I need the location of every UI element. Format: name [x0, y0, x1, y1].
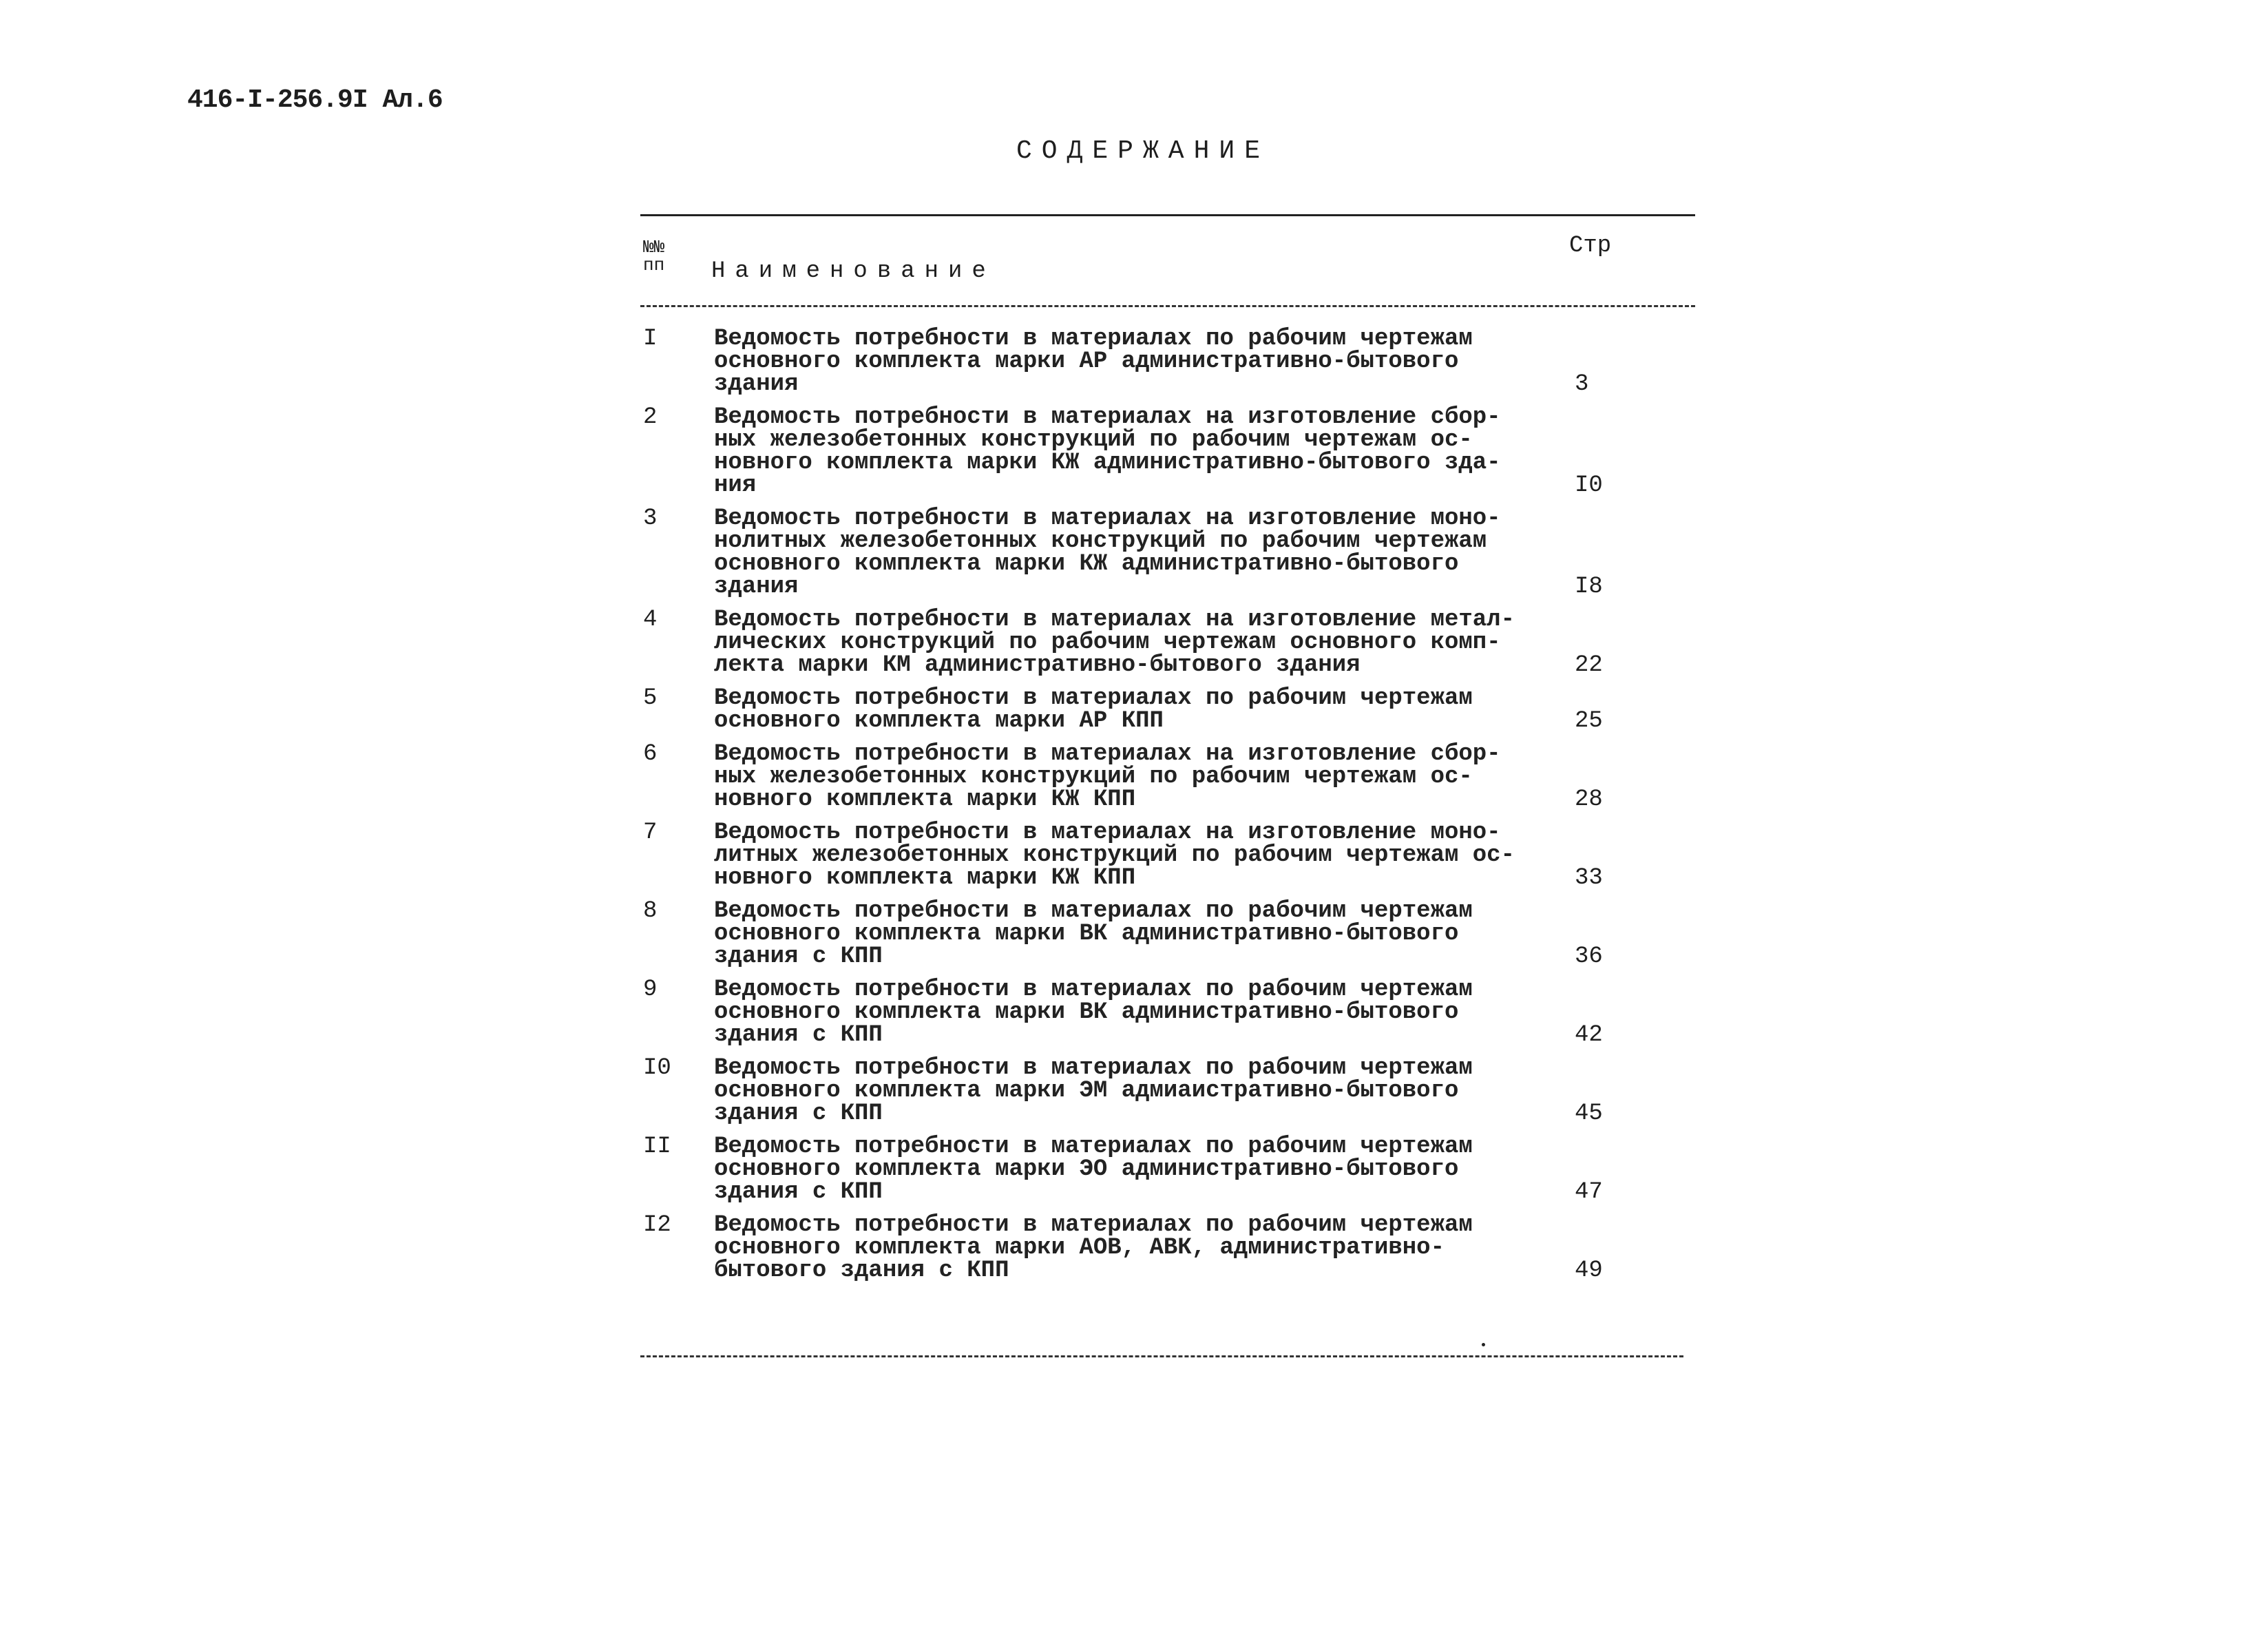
row-page-cell [1575, 328, 1657, 396]
header-number: №№ пп [643, 237, 665, 275]
row-name [714, 328, 1575, 396]
row-page: 33 [1575, 865, 1603, 891]
row-page: 42 [1575, 1022, 1603, 1048]
row-name-line: здания с КПП [714, 1101, 883, 1127]
row-name-line: здания [714, 574, 799, 600]
row-page: I8 [1575, 574, 1603, 600]
header-page: Стр [1569, 233, 1612, 259]
row-name-line: ных железобетонных конструкций по рабочим чертежам ос- [714, 427, 1473, 453]
row-page: 25 [1575, 708, 1603, 734]
row-page: 3 [1575, 371, 1589, 397]
table-row [640, 328, 1701, 396]
row-name [714, 822, 1575, 890]
page-title: СОДЕРЖАНИЕ [1016, 136, 1270, 166]
table-row [640, 505, 1701, 600]
row-page-cell [1575, 1214, 1657, 1282]
row-number: 6 [643, 741, 658, 767]
row-name-line: Ведомость потребности в материалах на изготовление моно- [714, 820, 1501, 846]
row-number: 8 [643, 898, 658, 924]
table-row [640, 406, 1701, 497]
row-name-line: Ведомость потребности в материалах на изготовление метал- [714, 607, 1515, 633]
row-name-line: основного комплекта марки АР административно-бытового [714, 348, 1459, 375]
row-name-line: Ведомость потребности в материалах по рабочим чертежам [714, 1055, 1473, 1081]
row-name [714, 1057, 1575, 1125]
row-name-line: Ведомость потребности в материалах по рабочим чертежам [714, 977, 1473, 1003]
row-name [714, 979, 1575, 1047]
table-top-rule [640, 214, 1695, 216]
row-number: 5 [643, 685, 658, 711]
row-number: 9 [643, 977, 658, 1003]
row-name-line: основного комплекта марки КЖ административно-бытового [714, 551, 1459, 577]
table-row [640, 609, 1701, 677]
row-page-cell [1575, 822, 1657, 890]
table-row [640, 1057, 1701, 1125]
row-name-line: бытового здания с КПП [714, 1258, 1009, 1284]
row-name-line: основного комплекта марки ЭО административно-бытового [714, 1156, 1459, 1182]
row-page-cell [1575, 900, 1657, 968]
row-name [714, 406, 1575, 497]
table-row [640, 687, 1701, 733]
row-page: 36 [1575, 944, 1603, 970]
row-name-line: основного комплекта марки АОВ, АВК, административно- [714, 1235, 1445, 1261]
row-name-line: Ведомость потребности в материалах на изготовление сбор- [714, 404, 1501, 430]
row-name-line: новного комплекта марки КЖ КПП [714, 865, 1136, 891]
row-page-cell [1575, 1057, 1657, 1125]
row-name-line: здания с КПП [714, 944, 883, 970]
row-name-line: здания с КПП [714, 1179, 883, 1205]
row-page-cell [1575, 743, 1657, 811]
header-bottom-rule [640, 305, 1695, 307]
row-page-cell [1575, 406, 1657, 497]
row-name [714, 1214, 1575, 1282]
table-row [640, 900, 1701, 968]
row-name-line: ных железобетонных конструкций по рабочим чертежам ос- [714, 764, 1473, 790]
row-number: I0 [643, 1055, 671, 1081]
table-row [640, 822, 1701, 890]
row-page: I0 [1575, 472, 1603, 499]
row-name-line: Ведомость потребности в материалах по рабочим чертежам [714, 898, 1473, 924]
row-page: 45 [1575, 1101, 1603, 1127]
row-name-line: новного комплекта марки КЖ административно-бытового зда- [714, 450, 1501, 476]
row-name [714, 743, 1575, 811]
row-number: 2 [643, 404, 658, 430]
row-name [714, 505, 1575, 600]
row-page: 49 [1575, 1258, 1603, 1284]
table-bottom-rule [640, 1355, 1683, 1357]
row-page: 28 [1575, 786, 1603, 813]
row-name-line: здания с КПП [714, 1022, 883, 1048]
row-name-line: основного комплекта марки ВК административно-бытового [714, 921, 1459, 947]
row-name-line: ния [714, 472, 757, 499]
row-name [714, 900, 1575, 968]
row-name-line: Ведомость потребности в материалах по рабочим чертежам [714, 1134, 1473, 1160]
row-name-line: новного комплекта марки КЖ КПП [714, 786, 1136, 813]
row-number: I [643, 326, 658, 352]
row-name [714, 687, 1575, 733]
row-name-line: основного комплекта марки ВК административно-бытового [714, 999, 1459, 1025]
row-number: 4 [643, 607, 658, 633]
row-name-line: Ведомость потребности в материалах на изготовление моно- [714, 505, 1501, 532]
row-name-line: лекта марки КМ административно-бытового здания [714, 652, 1361, 678]
row-page-cell [1575, 687, 1657, 733]
row-name-line: основного комплекта марки ЭМ адмиаистративно-бытового [714, 1078, 1459, 1104]
row-name-line: Ведомость потребности в материалах по рабочим чертежам [714, 326, 1473, 352]
table-row [640, 743, 1701, 811]
table-row [640, 979, 1701, 1047]
table-row [640, 1136, 1701, 1204]
row-name-line: Ведомость потребности в материалах на изготовление сбор- [714, 741, 1501, 767]
row-name-line: основного комплекта марки АР КПП [714, 708, 1164, 734]
dot-mark [1482, 1343, 1485, 1346]
row-page-cell [1575, 1136, 1657, 1204]
row-number: 3 [643, 505, 658, 532]
row-name-line: Ведомость потребности в материалах по рабочим чертежам [714, 1212, 1473, 1238]
row-page: 22 [1575, 652, 1603, 678]
row-number: 7 [643, 820, 658, 846]
document-code: 416-I-256.9I Ал.6 [187, 85, 443, 115]
row-name-line: литных железобетонных конструкций по рабочим чертежам ос- [714, 842, 1515, 868]
row-name [714, 1136, 1575, 1204]
row-name-line: лических конструкций по рабочим чертежам основного комп- [714, 629, 1501, 656]
row-name-line: нолитных железобетонных конструкций по рабочим чертежам [714, 528, 1487, 554]
row-number: II [643, 1134, 671, 1160]
row-page-cell [1575, 508, 1657, 598]
row-name-line: Ведомость потребности в материалах по рабочим чертежам [714, 685, 1473, 711]
row-page-cell [1575, 979, 1657, 1047]
row-name-line: здания [714, 371, 799, 397]
table-row [640, 1214, 1701, 1282]
header-name: Наименование [711, 258, 996, 284]
row-page-cell [1575, 609, 1657, 677]
row-name [714, 609, 1575, 677]
contents-table [640, 328, 1701, 1293]
row-number: I2 [643, 1212, 671, 1238]
row-page: 47 [1575, 1179, 1603, 1205]
